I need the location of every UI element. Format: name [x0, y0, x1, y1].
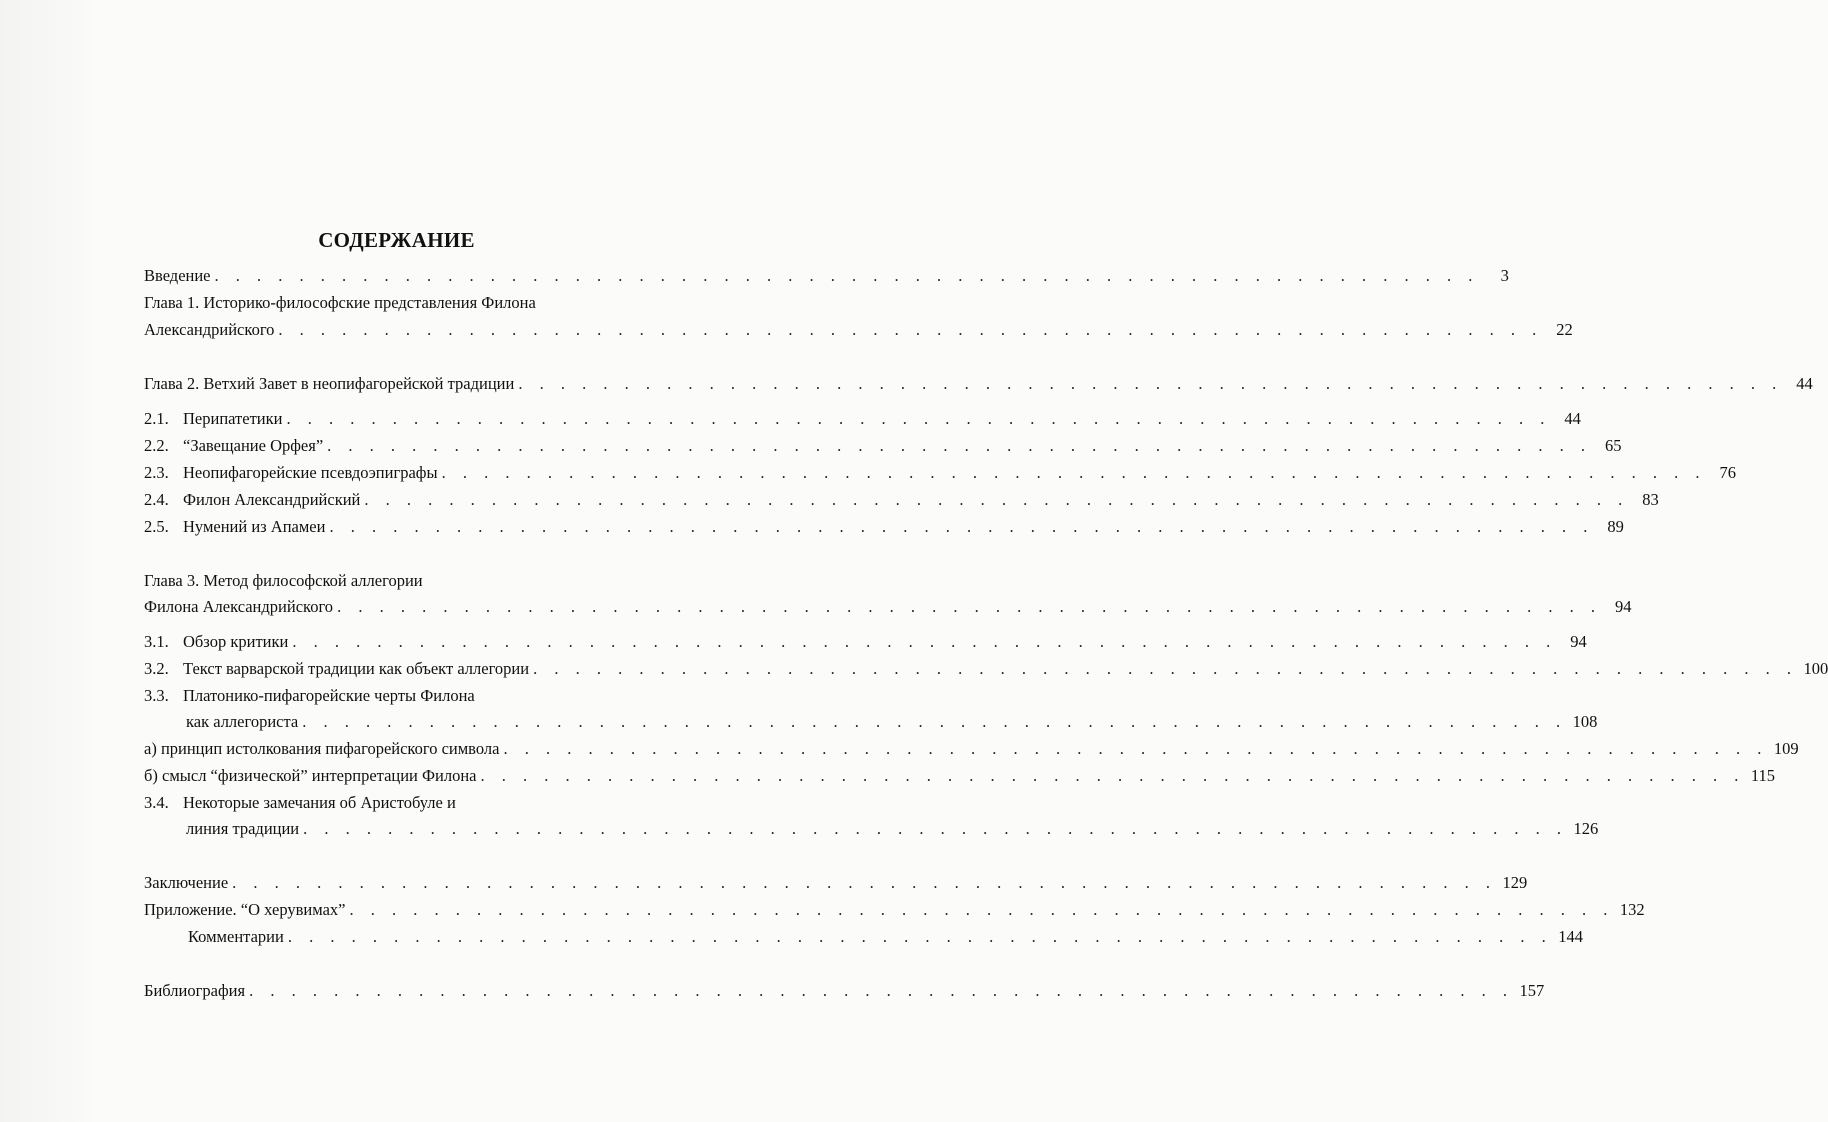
- section-number: 3.4.: [144, 793, 169, 812]
- leader-dots: . . . . . . . . . . . . . . . . . . . . . . . . . . . . . . . . . . . . . . . . . . . . . . . . . . . . . . . . . . . .: [329, 517, 1594, 536]
- leader-dots: . . . . . . . . . . . . . . . . . . . . . . . . . . . . . . . . . . . . . . . . . . . . . . . . . . . . . . . . . . . .: [287, 927, 1553, 946]
- leader-dots: . . . . . . . . . . . . . . . . . . . . . . . . . . . . . . . . . . . . . . . . . . . . . . . . . . . . . . . . . . . .: [337, 597, 1602, 616]
- toc-entry-chapter-3[interactable]: [144, 570, 696, 592]
- toc-entry-label: Библиография: [144, 981, 246, 1000]
- leader-dots: . . . . . . . . . . . . . . . . . . . . . . . . . . . . . . . . . . . . . . . . . . . . . . . . . . . . . . . . . . . .: [302, 712, 1567, 731]
- toc-page-number: 44: [1564, 409, 1581, 428]
- toc-entry-3-3-a[interactable]: [144, 738, 1799, 760]
- toc-page-number: 129: [1502, 873, 1528, 892]
- toc-entry-2-3[interactable]: [144, 462, 1736, 484]
- toc-entry-3-3-cont[interactable]: [144, 711, 1598, 733]
- toc-entry-label: “Завещание Орфея”: [183, 436, 324, 455]
- toc-entry-introduction[interactable]: [144, 265, 1509, 287]
- toc-page-number: 94: [1570, 632, 1587, 651]
- toc-entry-label: Некоторые замечания об Аристобуле и: [183, 793, 456, 812]
- toc-page-number: 94: [1614, 597, 1632, 616]
- leader-dots: . . . . . . . . . . . . . . . . . . . . . . . . . . . . . . . . . . . . . . . . . . . . . . . . . . . . . . . . . . . .: [292, 632, 1557, 651]
- section-number: 2.1.: [144, 409, 169, 428]
- leader-dots: . . . . . . . . . . . . . . . . . . . . . . . . . . . . . . . . . . . . . . . . . . . . . . . . . . . . . . . . . . . .: [349, 900, 1614, 919]
- toc-entry-label: Нумений из Апамеи: [183, 517, 326, 536]
- toc-entry-3-3[interactable]: [144, 685, 696, 707]
- section-number: 3.3.: [144, 686, 169, 705]
- toc-page-number: 126: [1573, 819, 1599, 838]
- leader-dots: . . . . . . . . . . . . . . . . . . . . . . . . . . . . . . . . . . . . . . . . . . . . . . . . . . . . . . . . . . . .: [249, 981, 1514, 1000]
- toc-entry-2-2[interactable]: [144, 435, 1622, 457]
- leader-dots: . . . . . . . . . . . . . . . . . . . . . . . . . . . . . . . . . . . . . . . . . . . . . . . . . . . . . . . . . . . .: [278, 320, 1543, 339]
- toc-entry-label: Неопифагорейские псевдоэпиграфы: [183, 463, 438, 482]
- toc-page-number: 3: [1500, 266, 1509, 285]
- toc-page-number: 65: [1605, 436, 1622, 455]
- toc-entry-label: а) принцип истолкования пифагорейского символа: [144, 739, 500, 758]
- toc-entry-label: Глава 2. Ветхий Завет в неопифагорейской традиции: [144, 374, 515, 393]
- toc-entry-label: Комментарии: [188, 927, 284, 946]
- toc-entry-conclusion[interactable]: [144, 872, 1528, 894]
- toc-page-number: 83: [1642, 490, 1659, 509]
- toc-entry-label: Обзор критики: [183, 632, 289, 651]
- toc-entry-2-5[interactable]: [144, 516, 1624, 538]
- toc-page-number: 89: [1607, 517, 1624, 536]
- toc-entry-appendix[interactable]: [144, 899, 1645, 921]
- section-number: 2.3.: [144, 463, 169, 482]
- toc-page-number: 144: [1558, 927, 1583, 946]
- toc-page-number: 100: [1803, 659, 1828, 678]
- toc-entry-3-4-cont[interactable]: [144, 818, 1599, 840]
- leader-dots: . . . . . . . . . . . . . . . . . . . . . . . . . . . . . . . . . . . . . . . . . . . . . . . . . . . . . . . . . . . .: [480, 766, 1745, 785]
- toc-entry-3-1[interactable]: [144, 631, 1587, 653]
- toc-page-number: 44: [1796, 374, 1813, 393]
- toc-page-number: 115: [1750, 766, 1776, 785]
- section-number: 2.4.: [144, 490, 169, 509]
- toc-entry-3-2[interactable]: [144, 658, 1828, 680]
- leader-dots: . . . . . . . . . . . . . . . . . . . . . . . . . . . . . . . . . . . . . . . . . . . . . . . . . . . . . . . . . . . .: [232, 873, 1497, 892]
- toc-entry-chapter-3-cont[interactable]: [144, 596, 1632, 618]
- section-number: 2.2.: [144, 436, 169, 455]
- toc-entry-label: Введение: [144, 266, 211, 285]
- toc-page-number: 76: [1719, 463, 1736, 482]
- toc-entry-chapter-1-cont[interactable]: [144, 319, 1573, 341]
- leader-dots: . . . . . . . . . . . . . . . . . . . . . . . . . . . . . . . . . . . . . . . . . . . . . . . . . . . . . . . . . . . .: [286, 409, 1551, 428]
- toc-entry-bibliography[interactable]: [144, 980, 1545, 1002]
- section-number: 2.5.: [144, 517, 169, 536]
- leader-dots: . . . . . . . . . . . . . . . . . . . . . . . . . . . . . . . . . . . . . . . . . . . . . . . . . . . . . . . . . . . .: [503, 739, 1768, 758]
- toc-entry-3-4[interactable]: [144, 792, 696, 814]
- leader-dots: . . . . . . . . . . . . . . . . . . . . . . . . . . . . . . . . . . . . . . . . . . . . . . . . . . . . . . . . . . . .: [327, 436, 1592, 455]
- toc-entry-label: как аллегориста: [186, 712, 299, 731]
- toc-page-number: 157: [1519, 981, 1545, 1000]
- toc-page-number: 22: [1556, 320, 1573, 339]
- toc-page-number: 132: [1619, 900, 1645, 919]
- toc-entry-label: Приложение. “О херувимах”: [144, 900, 346, 919]
- toc-entry-2-4[interactable]: [144, 489, 1659, 511]
- toc-page-number: 109: [1773, 739, 1799, 758]
- toc-entry-label: Глава 3. Метод философской аллегории: [144, 571, 423, 590]
- toc-entry-label: Заключение: [144, 873, 229, 892]
- toc-entry-label: Платонико-пифагорейские черты Филона: [183, 686, 475, 705]
- page-title: СОДЕРЖАНИЕ: [318, 228, 475, 253]
- leader-dots: . . . . . . . . . . . . . . . . . . . . . . . . . . . . . . . . . . . . . . . . . . . . . . . . . . . . . . . . . . . .: [533, 659, 1798, 678]
- toc-entry-label: Глава 1. Историко-философские представления Филона: [144, 293, 536, 312]
- toc-entry-3-3-b[interactable]: [144, 765, 1776, 787]
- toc-entry-2-1[interactable]: [144, 408, 1581, 430]
- toc-entry-label: Текст варварской традиции как объект аллегории: [183, 659, 530, 678]
- leader-dots: . . . . . . . . . . . . . . . . . . . . . . . . . . . . . . . . . . . . . . . . . . . . . . . . . . . . . . . . . . . .: [303, 819, 1568, 838]
- toc-entry-commentary[interactable]: [144, 926, 1583, 948]
- toc-entry-chapter-1[interactable]: [144, 292, 696, 314]
- section-number: 3.1.: [144, 632, 169, 651]
- leader-dots: . . . . . . . . . . . . . . . . . . . . . . . . . . . . . . . . . . . . . . . . . . . . . . . . . . . . . . . . . . . .: [441, 463, 1706, 482]
- toc-page-number: 108: [1572, 712, 1598, 731]
- toc-entry-label: Филон Александрийский: [183, 490, 361, 509]
- leader-dots: . . . . . . . . . . . . . . . . . . . . . . . . . . . . . . . . . . . . . . . . . . . . . . . . . . . . . . . . . . . .: [214, 266, 1479, 285]
- toc-entry-chapter-2[interactable]: [144, 373, 1813, 395]
- toc-entry-label: Филона Александрийского: [144, 597, 334, 616]
- leader-dots: . . . . . . . . . . . . . . . . . . . . . . . . . . . . . . . . . . . . . . . . . . . . . . . . . . . . . . . . . . . .: [518, 374, 1783, 393]
- toc-entry-label: б) смысл “физической” интерпретации Филона: [144, 766, 477, 785]
- toc-entry-label: линия традиции: [186, 819, 300, 838]
- toc-entry-label: Александрийского: [144, 320, 275, 339]
- toc-entry-label: Перипатетики: [183, 409, 283, 428]
- section-number: 3.2.: [144, 659, 169, 678]
- leader-dots: . . . . . . . . . . . . . . . . . . . . . . . . . . . . . . . . . . . . . . . . . . . . . . . . . . . . . . . . . . . .: [364, 490, 1629, 509]
